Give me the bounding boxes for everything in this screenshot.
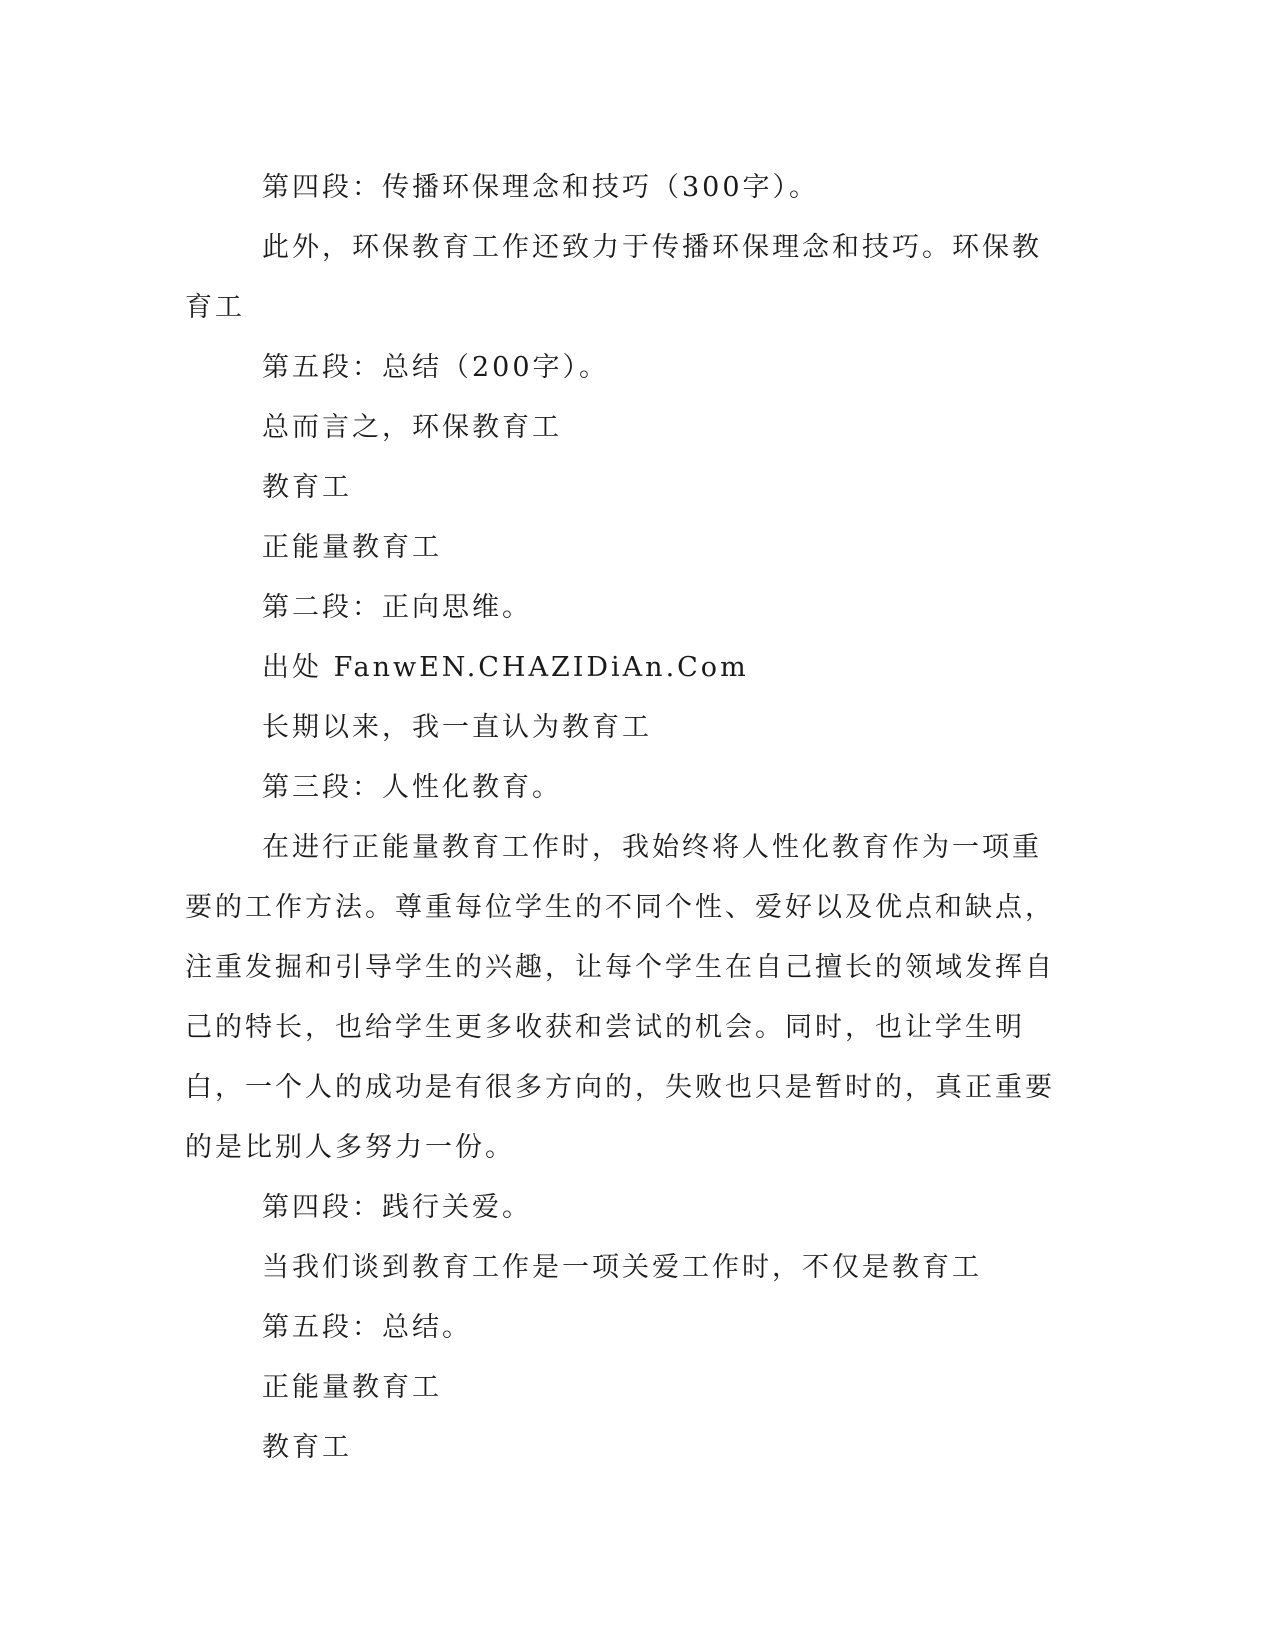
paragraph: 第五段：总结。 — [262, 1312, 472, 1343]
paragraph: 正能量教育工 — [262, 1372, 442, 1403]
paragraph: 当我们谈到教育工作是一项关爱工作时，不仅是教育工 — [262, 1252, 982, 1283]
paragraph: 教育工 — [262, 472, 352, 503]
paragraph: 长期以来，我一直认为教育工 — [262, 712, 652, 743]
paragraph: 此外，环保教育工作还致力于传播环保理念和技巧。环保教育工 — [185, 232, 1042, 323]
paragraph: 第二段：正向思维。 — [262, 592, 532, 623]
paragraph-long: 在进行正能量教育工作时，我始终将人性化教育作为一项重要的工作方法。尊重每位学生的不同个性、爱好以及优点和缺点，注重发掘和引导学生的兴趣，让每个学生在自己擅长的领域发挥自己的特长，也给学生更多收获和尝试的机会。同时，也让学生明白，一个人的成功是有很多方向的，失败也只是暂时的，真正重要的是比别人多努力一份。 — [185, 832, 1055, 1163]
paragraph: 教育工 — [262, 1432, 352, 1463]
paragraph: 正能量教育工 — [262, 532, 442, 563]
document-body — [185, 158, 1055, 1478]
paragraph: 第四段：传播环保理念和技巧（300字）。 — [262, 172, 820, 203]
source-line: 出处 FanwEN.CHAZIDiAn.Com — [262, 652, 749, 683]
paragraph: 总而言之，环保教育工 — [262, 412, 562, 443]
paragraph: 第五段：总结（200字）。 — [262, 352, 610, 383]
paragraph: 第三段：人性化教育。 — [262, 772, 562, 803]
paragraph: 第四段：践行关爱。 — [262, 1192, 532, 1223]
